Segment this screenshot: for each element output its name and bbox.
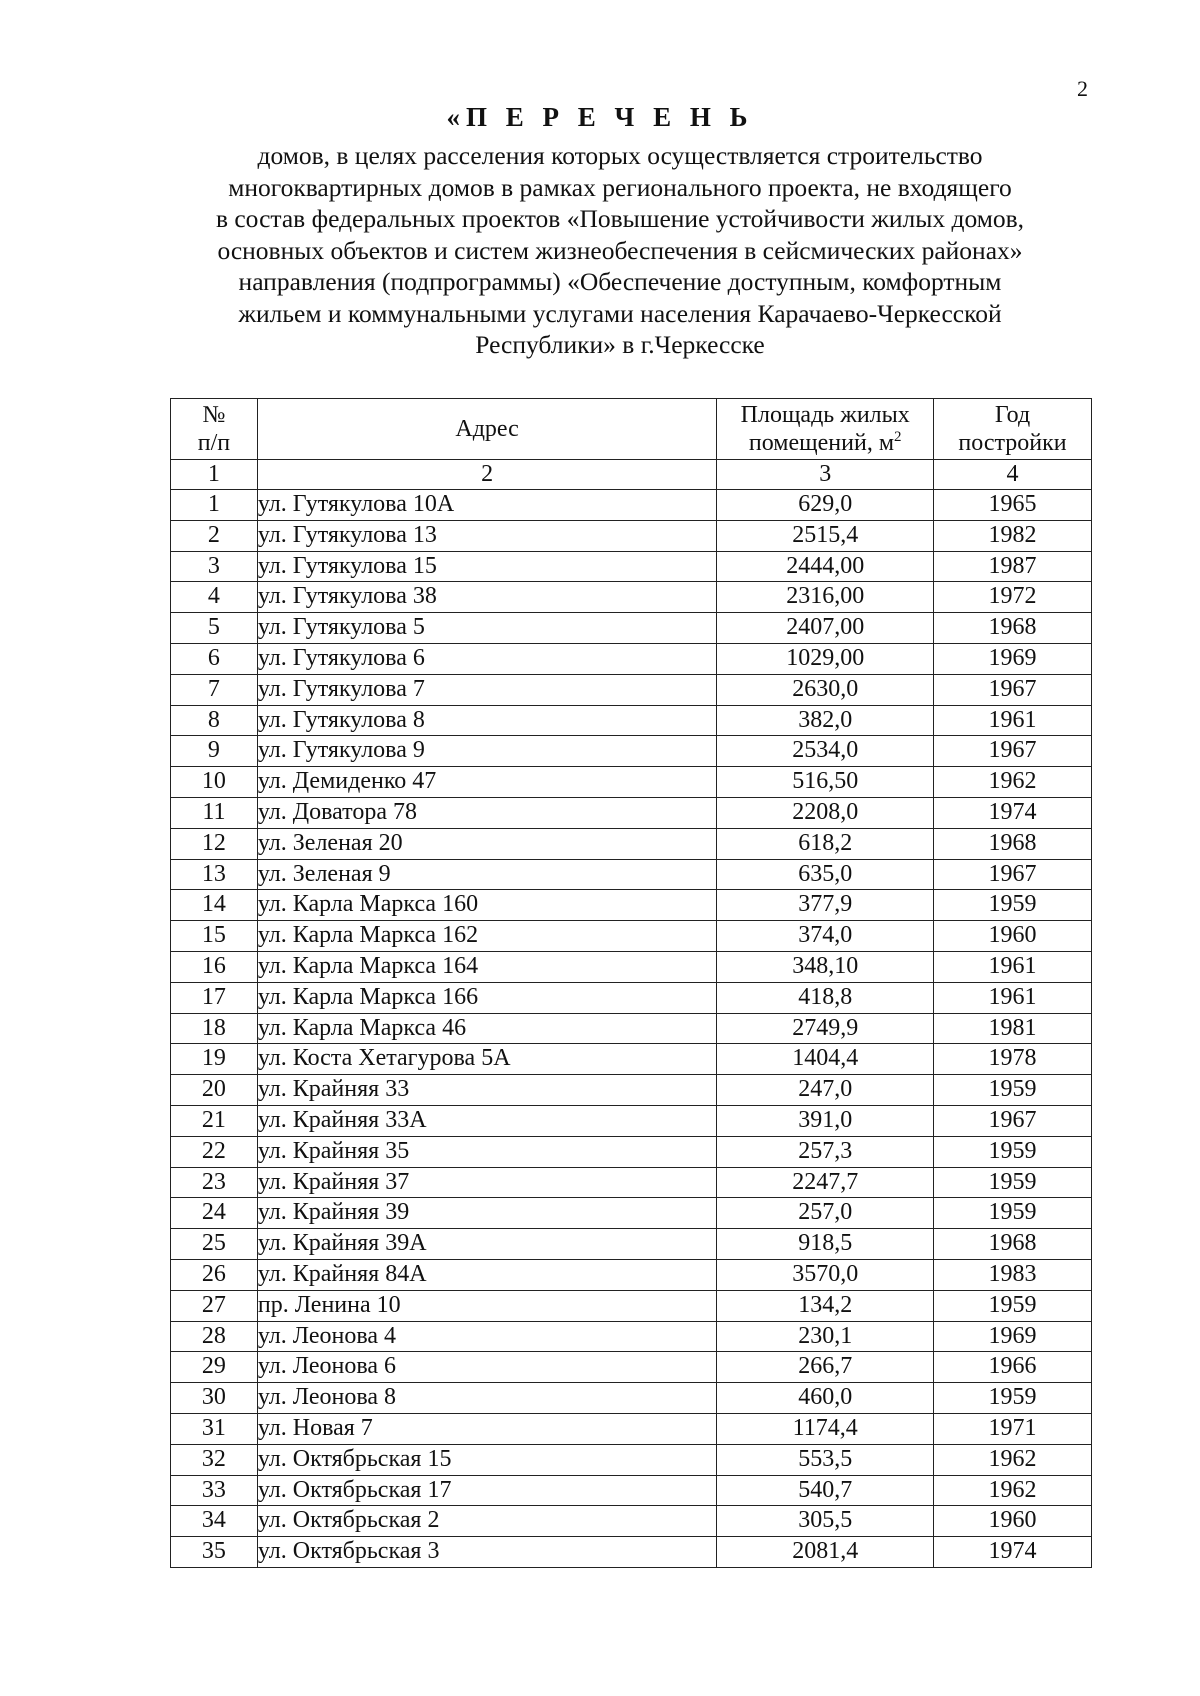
table-row: [171, 797, 1092, 828]
year-cell: 1962: [934, 1475, 1092, 1506]
row-number-cell: 13: [171, 859, 258, 890]
year-cell: 1974: [934, 1537, 1092, 1568]
table-row: [171, 1290, 1092, 1321]
row-number-cell: 26: [171, 1259, 258, 1290]
area-cell: 257,3: [717, 1136, 934, 1167]
area-cell: 230,1: [717, 1321, 934, 1352]
header-area-sup: 2: [894, 429, 902, 445]
address-cell: ул. Зеленая 20: [257, 828, 716, 859]
table-row: [171, 613, 1092, 644]
address-cell: ул. Леонова 6: [257, 1352, 716, 1383]
address-cell: ул. Октябрьская 17: [257, 1475, 716, 1506]
year-cell: 1982: [934, 520, 1092, 551]
year-cell: 1962: [934, 767, 1092, 798]
subtitle-line: основных объектов и систем жизнеобеспечения в сейсмических районах»: [217, 235, 1023, 265]
row-number-cell: 21: [171, 1105, 258, 1136]
area-cell: 377,9: [717, 890, 934, 921]
row-number-cell: 31: [171, 1413, 258, 1444]
table-row: [171, 828, 1092, 859]
address-cell: ул. Карла Маркса 162: [257, 921, 716, 952]
area-cell: 266,7: [717, 1352, 934, 1383]
year-cell: 1967: [934, 736, 1092, 767]
area-cell: 134,2: [717, 1290, 934, 1321]
table-row: [171, 1105, 1092, 1136]
area-cell: 1174,4: [717, 1413, 934, 1444]
area-cell: 2749,9: [717, 1013, 934, 1044]
row-number-cell: 22: [171, 1136, 258, 1167]
address-cell: ул. Гутякулова 15: [257, 551, 716, 582]
row-number-cell: 27: [171, 1290, 258, 1321]
houses-table: [170, 398, 1092, 1568]
row-number-cell: 6: [171, 643, 258, 674]
address-cell: ул. Крайняя 39: [257, 1198, 716, 1229]
table-row: [171, 551, 1092, 582]
row-number-cell: 5: [171, 613, 258, 644]
year-cell: 1966: [934, 1352, 1092, 1383]
year-cell: 1968: [934, 613, 1092, 644]
address-cell: ул. Коста Хетагурова 5А: [257, 1044, 716, 1075]
row-number-cell: 7: [171, 674, 258, 705]
row-number-cell: 32: [171, 1444, 258, 1475]
row-number-cell: 33: [171, 1475, 258, 1506]
table-body: [171, 490, 1092, 1568]
header-number-line1: №: [202, 402, 226, 428]
row-number-cell: 35: [171, 1537, 258, 1568]
address-cell: пр. Ленина 10: [257, 1290, 716, 1321]
column-index: 4: [934, 460, 1092, 490]
year-cell: 1967: [934, 1105, 1092, 1136]
area-cell: 247,0: [717, 1075, 934, 1106]
year-cell: 1960: [934, 921, 1092, 952]
table-row: [171, 490, 1092, 521]
address-cell: ул. Демиденко 47: [257, 767, 716, 798]
table-row: [171, 736, 1092, 767]
row-number-cell: 15: [171, 921, 258, 952]
area-cell: 348,10: [717, 951, 934, 982]
address-cell: ул. Крайняя 33: [257, 1075, 716, 1106]
address-cell: ул. Гутякулова 38: [257, 582, 716, 613]
row-number-cell: 20: [171, 1075, 258, 1106]
address-cell: ул. Гутякулова 10А: [257, 490, 716, 521]
year-cell: 1959: [934, 1167, 1092, 1198]
row-number-cell: 4: [171, 582, 258, 613]
header-year-line2: постройки: [958, 430, 1067, 456]
table-row: [171, 520, 1092, 551]
area-cell: 1404,4: [717, 1044, 934, 1075]
area-cell: 305,5: [717, 1506, 934, 1537]
address-cell: ул. Карла Маркса 46: [257, 1013, 716, 1044]
row-number-cell: 34: [171, 1506, 258, 1537]
area-cell: 918,5: [717, 1229, 934, 1260]
subtitle-line: многоквартирных домов в рамках регионального проекта, не входящего: [228, 172, 1012, 202]
column-index-row: [171, 460, 1092, 490]
year-cell: 1974: [934, 797, 1092, 828]
page-number: 2: [1077, 76, 1088, 101]
header-area-unit: помещений, м: [748, 430, 894, 456]
row-number-cell: 28: [171, 1321, 258, 1352]
address-cell: ул. Крайняя 84А: [257, 1259, 716, 1290]
year-cell: 1967: [934, 859, 1092, 890]
address-cell: ул. Крайняя 39А: [257, 1229, 716, 1260]
area-cell: 618,2: [717, 828, 934, 859]
address-cell: ул. Карла Маркса 160: [257, 890, 716, 921]
table-row: [171, 1475, 1092, 1506]
table-row: [171, 859, 1092, 890]
year-cell: 1961: [934, 951, 1092, 982]
year-cell: 1971: [934, 1413, 1092, 1444]
year-cell: 1969: [934, 1321, 1092, 1352]
table-row: [171, 1136, 1092, 1167]
table-row: [171, 951, 1092, 982]
row-number-cell: 12: [171, 828, 258, 859]
year-cell: 1962: [934, 1444, 1092, 1475]
row-number-cell: 14: [171, 890, 258, 921]
row-number-cell: 17: [171, 982, 258, 1013]
header-year: [934, 399, 1092, 460]
address-cell: ул. Гутякулова 9: [257, 736, 716, 767]
area-cell: 460,0: [717, 1383, 934, 1414]
area-cell: 382,0: [717, 705, 934, 736]
area-cell: 257,0: [717, 1198, 934, 1229]
table-row: [171, 1321, 1092, 1352]
area-cell: 553,5: [717, 1444, 934, 1475]
table-row: [171, 1198, 1092, 1229]
year-cell: 1981: [934, 1013, 1092, 1044]
row-number-cell: 25: [171, 1229, 258, 1260]
row-number-cell: 2: [171, 520, 258, 551]
year-cell: 1959: [934, 890, 1092, 921]
table-row: [171, 1013, 1092, 1044]
table-row: [171, 1413, 1092, 1444]
subtitle-line: домов, в целях расселения которых осуществляется строительство: [257, 141, 983, 170]
subtitle-line: Республики» в г.Черкесске: [475, 330, 765, 359]
table-row: [171, 767, 1092, 798]
document-subtitle: [150, 140, 1090, 361]
table-row: [171, 1383, 1092, 1414]
document-title: «П Е Р Е Ч Е Н Ь: [446, 102, 754, 132]
table-row: [171, 1044, 1092, 1075]
address-cell: ул. Зеленая 9: [257, 859, 716, 890]
table-row: [171, 1167, 1092, 1198]
header-area-line1: Площадь жилых: [740, 402, 910, 428]
header-area: [717, 399, 934, 460]
area-cell: 2247,7: [717, 1167, 934, 1198]
table-row: [171, 890, 1092, 921]
row-number-cell: 29: [171, 1352, 258, 1383]
row-number-cell: 9: [171, 736, 258, 767]
address-cell: ул. Крайняя 33А: [257, 1105, 716, 1136]
area-cell: 2081,4: [717, 1537, 934, 1568]
row-number-cell: 1: [171, 490, 258, 521]
year-cell: 1959: [934, 1198, 1092, 1229]
header-year-line1: Год: [994, 402, 1031, 428]
address-cell: ул. Новая 7: [257, 1413, 716, 1444]
row-number-cell: 19: [171, 1044, 258, 1075]
table-row: [171, 982, 1092, 1013]
table-row: [171, 1259, 1092, 1290]
row-number-cell: 18: [171, 1013, 258, 1044]
address-cell: ул. Крайняя 35: [257, 1136, 716, 1167]
row-number-cell: 23: [171, 1167, 258, 1198]
area-cell: 635,0: [717, 859, 934, 890]
address-cell: ул. Карла Маркса 166: [257, 982, 716, 1013]
year-cell: 1972: [934, 582, 1092, 613]
year-cell: 1959: [934, 1290, 1092, 1321]
address-cell: ул. Гутякулова 5: [257, 613, 716, 644]
area-cell: 2630,0: [717, 674, 934, 705]
area-cell: 391,0: [717, 1105, 934, 1136]
address-cell: ул. Гутякулова 7: [257, 674, 716, 705]
address-cell: ул. Гутякулова 8: [257, 705, 716, 736]
address-cell: ул. Октябрьская 15: [257, 1444, 716, 1475]
year-cell: 1959: [934, 1136, 1092, 1167]
area-cell: 418,8: [717, 982, 934, 1013]
header-area-line2: [717, 429, 933, 457]
column-index: 3: [717, 460, 934, 490]
column-index: 1: [171, 460, 258, 490]
header-number: [171, 399, 258, 460]
area-cell: 2515,4: [717, 520, 934, 551]
area-cell: 2534,0: [717, 736, 934, 767]
column-index: 2: [257, 460, 716, 490]
row-number-cell: 11: [171, 797, 258, 828]
table-row: [171, 1352, 1092, 1383]
table-row: [171, 1075, 1092, 1106]
row-number-cell: 8: [171, 705, 258, 736]
area-cell: 3570,0: [717, 1259, 934, 1290]
address-cell: ул. Доватора 78: [257, 797, 716, 828]
area-cell: 2208,0: [717, 797, 934, 828]
table-row: [171, 1444, 1092, 1475]
year-cell: 1965: [934, 490, 1092, 521]
table-row: [171, 643, 1092, 674]
area-cell: 2444,00: [717, 551, 934, 582]
area-cell: 516,50: [717, 767, 934, 798]
address-cell: ул. Леонова 8: [257, 1383, 716, 1414]
year-cell: 1959: [934, 1383, 1092, 1414]
address-cell: ул. Октябрьская 2: [257, 1506, 716, 1537]
area-cell: 374,0: [717, 921, 934, 952]
year-cell: 1961: [934, 982, 1092, 1013]
year-cell: 1961: [934, 705, 1092, 736]
row-number-cell: 10: [171, 767, 258, 798]
year-cell: 1983: [934, 1259, 1092, 1290]
area-cell: 540,7: [717, 1475, 934, 1506]
table-row: [171, 1537, 1092, 1568]
table-row: [171, 1229, 1092, 1260]
table-row: [171, 921, 1092, 952]
address-cell: ул. Гутякулова 6: [257, 643, 716, 674]
address-cell: ул. Гутякулова 13: [257, 520, 716, 551]
header-address: Адрес: [257, 399, 716, 460]
year-cell: 1968: [934, 1229, 1092, 1260]
subtitle-line: жильем и коммунальными услугами населения Карачаево-Черкесской: [238, 298, 1002, 328]
year-cell: 1959: [934, 1075, 1092, 1106]
area-cell: 2407,00: [717, 613, 934, 644]
year-cell: 1987: [934, 551, 1092, 582]
row-number-cell: 30: [171, 1383, 258, 1414]
table-row: [171, 582, 1092, 613]
subtitle-line: направления (подпрограммы) «Обеспечение доступным, комфортным: [238, 267, 1002, 296]
area-cell: 629,0: [717, 490, 934, 521]
address-cell: ул. Карла Маркса 164: [257, 951, 716, 982]
year-cell: 1960: [934, 1506, 1092, 1537]
address-cell: ул. Октябрьская 3: [257, 1537, 716, 1568]
header-number-line2: п/п: [197, 430, 231, 456]
row-number-cell: 16: [171, 951, 258, 982]
table-row: [171, 705, 1092, 736]
table-row: [171, 1506, 1092, 1537]
year-cell: 1967: [934, 674, 1092, 705]
year-cell: 1968: [934, 828, 1092, 859]
year-cell: 1969: [934, 643, 1092, 674]
area-cell: 1029,00: [717, 643, 934, 674]
address-cell: ул. Леонова 4: [257, 1321, 716, 1352]
table-row: [171, 674, 1092, 705]
area-cell: 2316,00: [717, 582, 934, 613]
row-number-cell: 3: [171, 551, 258, 582]
table-header-row: [171, 399, 1092, 460]
year-cell: 1978: [934, 1044, 1092, 1075]
row-number-cell: 24: [171, 1198, 258, 1229]
address-cell: ул. Крайняя 37: [257, 1167, 716, 1198]
subtitle-line: в состав федеральных проектов «Повышение устойчивости жилых домов,: [215, 204, 1025, 233]
